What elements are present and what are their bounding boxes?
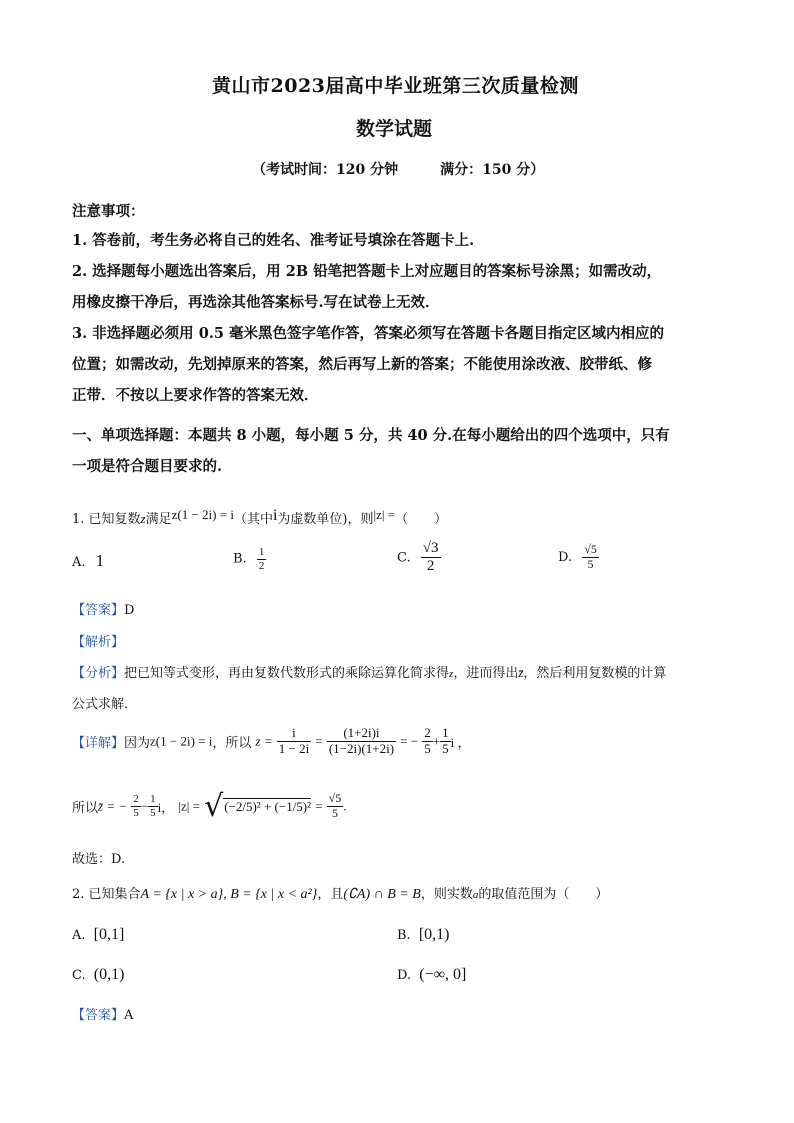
fraction	[131, 793, 141, 819]
section-heading-cont: 一项是符合题目要求的.	[72, 458, 223, 475]
fraction-denominator: 5	[442, 740, 449, 756]
q1-answer	[72, 599, 134, 618]
sqrt-sign-icon: √	[204, 789, 224, 824]
q1-blank: （ ）	[395, 512, 448, 527]
q2-text: 2. 已知集合	[72, 887, 141, 902]
fraction-numerator: √5	[328, 791, 342, 806]
section-heading: 一、单项选择题：本题共 8 小题，每小题 5 分，共 40 分.在每小题给出的四个选项中，只有	[72, 427, 670, 444]
fraction-numerator: 2	[424, 725, 431, 740]
note-line: 1. 答卷前，考生务必将自己的姓名、准考证号填涂在答题卡上.	[72, 232, 475, 249]
q2-text: ，则实数	[420, 887, 473, 902]
option-label: A.	[72, 928, 86, 943]
page-title: 黄山市2023届高中毕业班第三次质量检测	[212, 75, 579, 97]
fraction-numerator: (1+2i)i	[327, 726, 396, 742]
fenxi-var-zbar: z̄	[518, 665, 524, 680]
q1-option-b	[233, 546, 266, 572]
fraction-numerator: 2	[133, 793, 139, 806]
detail-equation: z(1 − 2i) = i	[150, 733, 213, 749]
q2-var-a: a	[472, 889, 479, 901]
fraction-numerator: 1	[258, 546, 265, 558]
option-value: (0,1)	[93, 966, 125, 983]
question-1-stem	[72, 508, 447, 528]
q2-option-c	[72, 966, 124, 984]
exam-time-info: （考试时间：120 分钟 满分：150 分）	[252, 162, 545, 178]
detail-text: ，所以	[212, 735, 252, 751]
fraction	[277, 726, 311, 757]
option-fraction	[421, 540, 441, 576]
fraction-denominator: 5	[331, 806, 338, 820]
q1-text: 满足	[145, 512, 172, 527]
q1-detail-line1	[72, 726, 470, 757]
q1-imag-unit: i	[272, 507, 278, 524]
equals-sign: =	[315, 798, 323, 814]
answer-tag: 【答案】	[72, 1008, 125, 1023]
answer-tag: 【答案】	[72, 603, 125, 618]
option-label: D.	[397, 968, 412, 983]
fraction-denominator: 5	[424, 740, 431, 756]
q2-sets: A = {x | x > a}, B = {x | x < a²}	[140, 887, 318, 902]
fraction-numerator: 1	[442, 725, 449, 740]
page-subtitle: 数学试题	[356, 118, 433, 140]
q1-conclusion: 故选：D.	[72, 852, 126, 867]
fraction-numerator: 1	[150, 793, 156, 806]
fenxi-tag: 【分析】	[72, 666, 125, 681]
q1-fenxi-cont: 公式求解．	[72, 697, 138, 712]
option-value: [0,1]	[93, 926, 125, 943]
fraction-denominator: 2	[426, 558, 435, 575]
fraction	[327, 791, 347, 821]
notes-heading: 注意事项：	[72, 203, 145, 220]
detail-equation: z̄ = −	[98, 798, 128, 814]
option-label: B.	[397, 928, 411, 943]
q1-text: 为虚数单位)，则	[277, 512, 374, 527]
fraction-denominator: (1−2i)(1+2i)	[328, 740, 395, 756]
q1-text: 1. 已知复数	[72, 512, 141, 527]
sqrt-expression: (−2/5)² + (−1/5)²	[224, 798, 312, 814]
q2-option-a	[72, 926, 124, 944]
question-2-stem	[72, 883, 608, 903]
q1-abs-z: |z| =	[373, 507, 396, 522]
fenxi-var-z: z	[449, 668, 454, 680]
fraction-denominator: 2	[258, 559, 265, 572]
fraction-denominator: 5	[587, 556, 594, 571]
q2-option-d	[397, 966, 466, 984]
q1-fenxi	[72, 662, 666, 681]
fraction-numerator: i	[277, 726, 311, 742]
fraction	[422, 726, 433, 757]
q1-option-d	[558, 543, 599, 572]
minus-sign: −	[140, 798, 149, 814]
fraction-denominator: 5	[133, 807, 139, 819]
option-label: A.	[72, 555, 86, 570]
fraction-numerator: √5	[584, 542, 597, 556]
fraction	[148, 793, 158, 819]
note-line: 正带．不按以上要求作答的答案无效．	[72, 387, 319, 404]
q1-var-z: z	[140, 511, 146, 526]
q1-option-c	[397, 540, 441, 576]
abs-z: |z| =	[178, 798, 200, 814]
fraction-numerator: √3	[421, 540, 441, 558]
q1-analysis	[72, 631, 124, 650]
detail-equation: z =	[255, 733, 273, 749]
q2-text: ，且	[317, 887, 344, 902]
answer-value: A	[124, 1008, 134, 1023]
option-fraction	[582, 543, 599, 572]
equals-sign: = −	[400, 733, 419, 749]
detail-text: 因为	[124, 735, 151, 751]
q2-answer	[72, 1004, 133, 1023]
detail-text: 所以	[72, 801, 99, 816]
fenxi-text: 把已知等式变形，再由复数代数形式的乘除运算化简求得	[124, 666, 450, 681]
option-label: B.	[233, 551, 247, 567]
q2-text: 的取值范围为（ ）	[478, 887, 609, 902]
q2-option-b	[397, 926, 449, 944]
option-value: 1	[95, 551, 105, 570]
option-fraction	[257, 546, 267, 572]
option-value: (−∞, 0]	[419, 966, 467, 983]
option-value: [0,1)	[418, 926, 450, 943]
detail-tag: 【详解】	[72, 735, 125, 751]
note-line: 位置；如需改动，先划掉原来的答案，然后再写上新的答案；不能使用涂改液、胶带纸、修	[72, 356, 652, 373]
option-label: C.	[72, 968, 86, 983]
analysis-tag: 【解析】	[72, 635, 125, 650]
q1-detail-line2	[72, 789, 347, 824]
note-line: 3. 非选择题必须用 0.5 毫米黑色签字笔作答，答案必须写在答题卡各题目指定区域内相应的	[72, 325, 665, 342]
note-line: 用橡皮擦干净后，再选涂其他答案标号.写在试卷上无效．	[72, 294, 440, 311]
q1-option-a	[72, 551, 104, 571]
fraction-denominator: 5	[150, 807, 156, 819]
fraction-denominator: 1 − 2i	[278, 740, 310, 756]
fraction	[440, 726, 451, 757]
period: .	[343, 798, 347, 814]
option-label: C.	[397, 550, 411, 566]
detail-text: i，	[157, 800, 175, 815]
equals-sign: =	[315, 733, 323, 749]
detail-text: i ，	[450, 734, 471, 750]
q1-equation: z(1 − 2i) = i	[171, 507, 234, 522]
fenxi-text: ，然后利用复数模的计算	[523, 666, 667, 681]
note-line: 2. 选择题每小题选出答案后，用 2B 铅笔把答题卡上对应题目的答案标号涂黑；如需改动，	[72, 263, 662, 280]
fraction	[327, 726, 396, 757]
option-label: D.	[558, 549, 573, 565]
answer-value: D	[124, 603, 135, 618]
fenxi-text: ，进而得出	[453, 666, 519, 681]
q1-text: （其中	[233, 512, 273, 527]
q2-condition: (∁A) ∩ B = B	[343, 887, 421, 902]
plus-sign: +	[432, 733, 441, 749]
